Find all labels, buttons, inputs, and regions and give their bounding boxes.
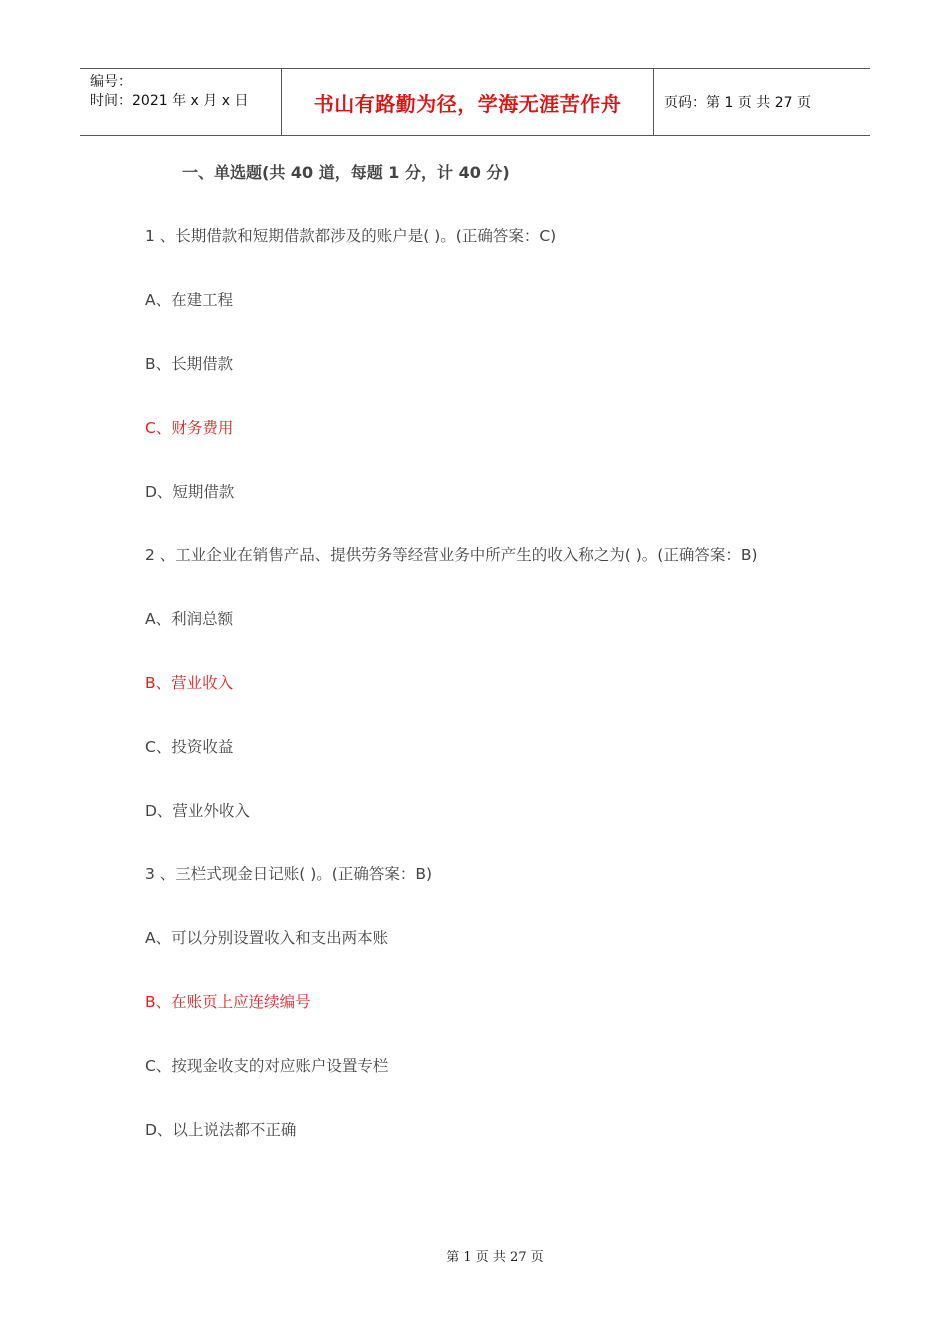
document-header (80, 68, 870, 136)
option-item: C、投资收益 (145, 738, 234, 756)
option-item: D、营业外收入 (145, 802, 250, 820)
option-item: D、短期借款 (145, 483, 235, 501)
option-item: A、利润总额 (145, 610, 234, 628)
question-stem: 3 、三栏式现金日记账( )。(正确答案：B) (145, 865, 433, 883)
time-label: 时间：2021 年 x 月 x 日 (90, 93, 249, 109)
header-page-cell (654, 69, 870, 135)
page-info: 页码：第 1 页 共 27 页 (664, 95, 811, 111)
option-item-correct: B、在账页上应连续编号 (145, 993, 311, 1011)
motto-text: 书山有路勤为径，学海无涯苦作舟 (313, 91, 622, 116)
option-item: A、可以分别设置收入和支出两本账 (145, 929, 389, 947)
option-item: A、在建工程 (145, 291, 234, 309)
page-footer: 第 1 页 共 27 页 (446, 1250, 544, 1265)
header-meta-cell (80, 69, 281, 135)
number-label: 编号： (90, 74, 132, 90)
option-item-correct: B、营业收入 (145, 674, 234, 692)
option-item-correct: C、财务费用 (145, 419, 234, 437)
option-item: C、按现金收支的对应账户设置专栏 (145, 1057, 389, 1075)
question-stem: 2 、工业企业在销售产品、提供劳务等经营业务中所产生的收入称之为( )。(正确答案：B) (145, 546, 758, 564)
question-stem: 1 、长期借款和短期借款都涉及的账户是( )。(正确答案：C) (145, 227, 557, 245)
option-item: D、以上说法都不正确 (145, 1121, 297, 1139)
option-item: B、长期借款 (145, 355, 234, 373)
header-motto-cell (281, 69, 654, 135)
section-title: 一、单选题(共 40 道，每题 1 分，计 40 分) (182, 163, 510, 182)
